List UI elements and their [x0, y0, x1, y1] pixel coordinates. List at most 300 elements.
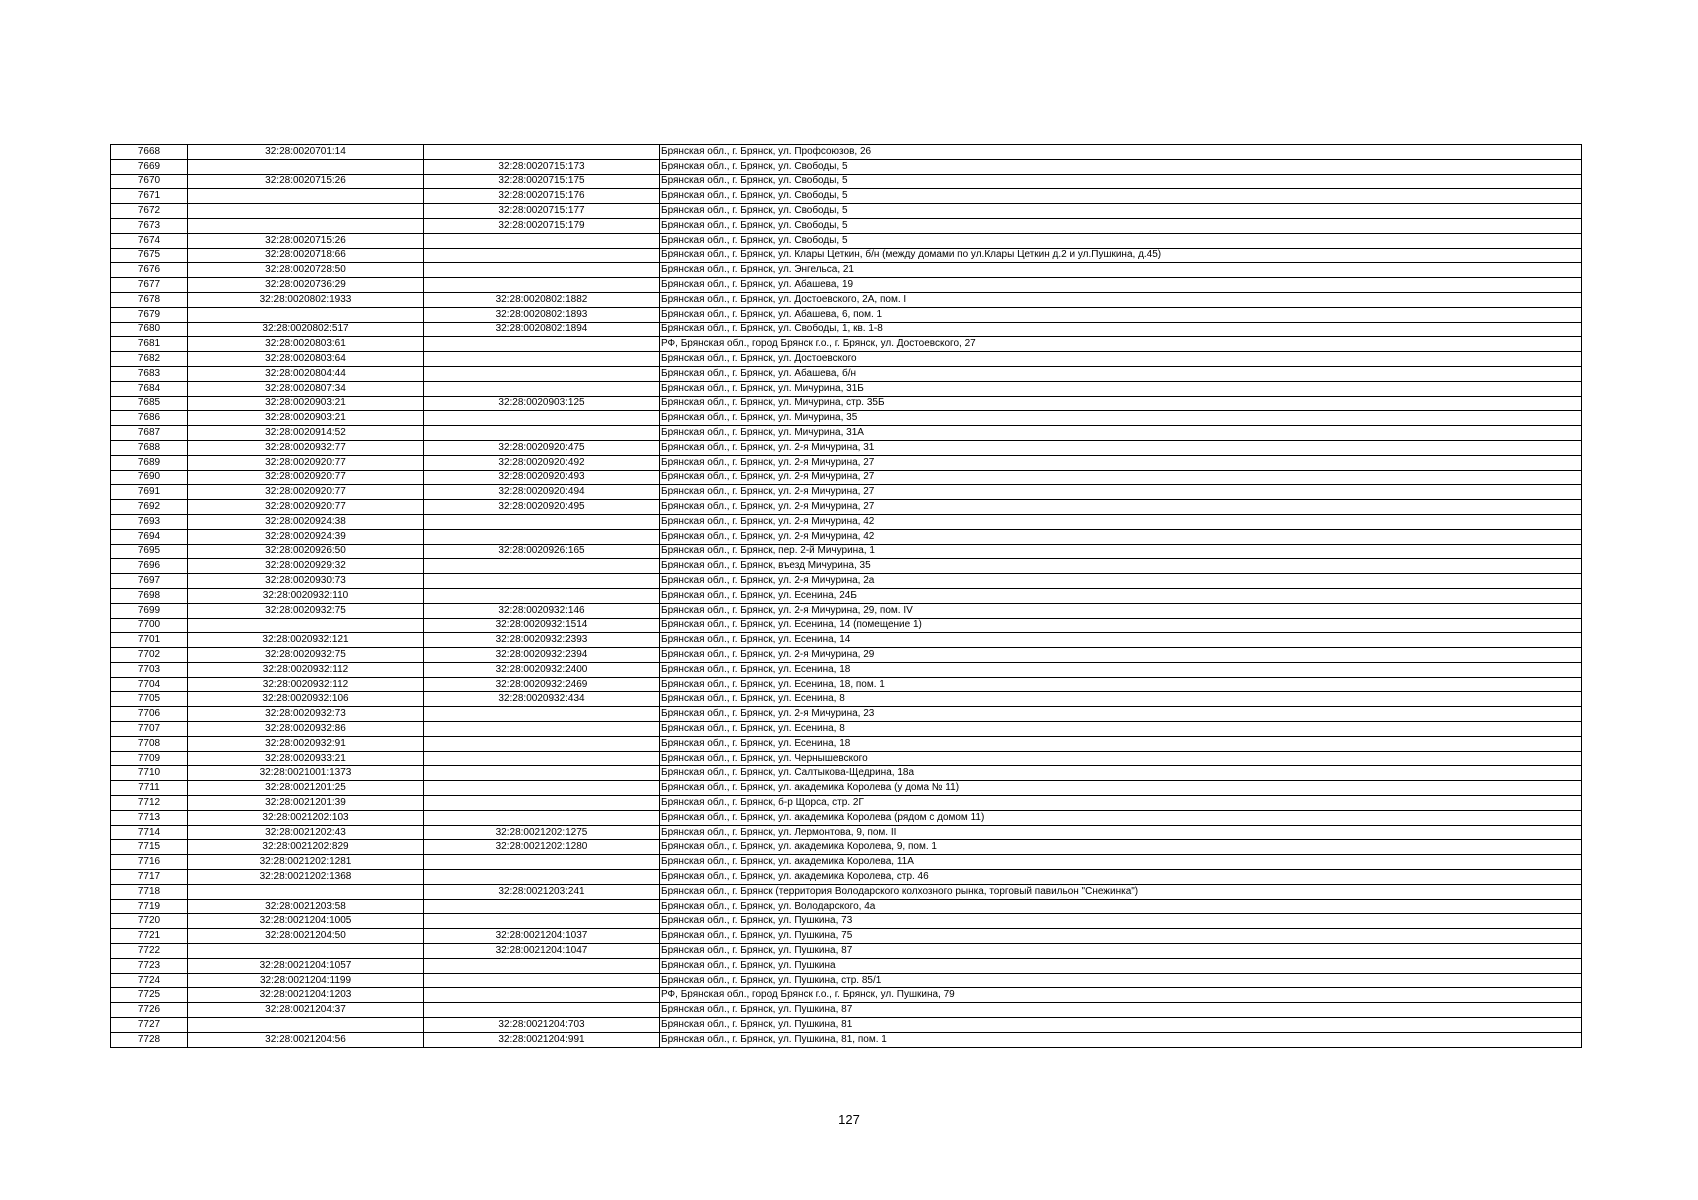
row-number-cell: 7701 — [111, 633, 188, 648]
object-cadastral-number-cell — [424, 588, 660, 603]
object-cadastral-number-cell: 32:28:0020932:2393 — [424, 633, 660, 648]
row-number-cell: 7689 — [111, 455, 188, 470]
object-cadastral-number-cell — [424, 352, 660, 367]
table-row — [111, 722, 1582, 737]
row-number-cell: 7688 — [111, 440, 188, 455]
land-cadastral-number-cell: 32:28:0020932:112 — [188, 677, 424, 692]
object-cadastral-number-cell — [424, 1003, 660, 1018]
land-cadastral-number-cell — [188, 159, 424, 174]
address-cell: Брянская обл., г. Брянск, ул. 2-я Мичурина, 42 — [660, 529, 1582, 544]
address-cell: Брянская обл., г. Брянск, ул. академика Королева, 9, пом. 1 — [660, 840, 1582, 855]
land-cadastral-number-cell: 32:28:0020932:121 — [188, 633, 424, 648]
land-cadastral-number-cell: 32:28:0020929:32 — [188, 559, 424, 574]
object-cadastral-number-cell: 32:28:0021202:1280 — [424, 840, 660, 855]
land-cadastral-number-cell: 32:28:0020914:52 — [188, 426, 424, 441]
row-number-cell: 7687 — [111, 426, 188, 441]
land-cadastral-number-cell — [188, 189, 424, 204]
row-number-cell: 7697 — [111, 574, 188, 589]
land-cadastral-number-cell: 32:28:0020920:77 — [188, 500, 424, 515]
row-number-cell: 7728 — [111, 1032, 188, 1047]
table-row — [111, 988, 1582, 1003]
object-cadastral-number-cell — [424, 958, 660, 973]
address-cell: Брянская обл., г. Брянск, ул. Есенина, 8 — [660, 692, 1582, 707]
object-cadastral-number-cell: 32:28:0020802:1894 — [424, 322, 660, 337]
object-cadastral-number-cell — [424, 810, 660, 825]
object-cadastral-number-cell: 32:28:0020932:146 — [424, 603, 660, 618]
row-number-cell: 7726 — [111, 1003, 188, 1018]
table-row — [111, 618, 1582, 633]
table-row — [111, 899, 1582, 914]
registry-table-body — [111, 145, 1582, 1048]
object-cadastral-number-cell — [424, 766, 660, 781]
row-number-cell: 7707 — [111, 722, 188, 737]
object-cadastral-number-cell: 32:28:0020932:434 — [424, 692, 660, 707]
land-cadastral-number-cell: 32:28:0020920:77 — [188, 485, 424, 500]
row-number-cell: 7684 — [111, 381, 188, 396]
address-cell: Брянская обл., г. Брянск, ул. Свободы, 5 — [660, 174, 1582, 189]
row-number-cell: 7686 — [111, 411, 188, 426]
land-cadastral-number-cell: 32:28:0020926:50 — [188, 544, 424, 559]
address-cell: Брянская обл., г. Брянск, ул. академика Королева, стр. 46 — [660, 870, 1582, 885]
land-cadastral-number-cell: 32:28:0020728:50 — [188, 263, 424, 278]
table-row — [111, 855, 1582, 870]
row-number-cell: 7675 — [111, 248, 188, 263]
object-cadastral-number-cell — [424, 899, 660, 914]
table-row — [111, 485, 1582, 500]
land-cadastral-number-cell: 32:28:0021203:58 — [188, 899, 424, 914]
table-row — [111, 352, 1582, 367]
row-number-cell: 7676 — [111, 263, 188, 278]
table-row — [111, 825, 1582, 840]
address-cell: Брянская обл., г. Брянск, пер. 2-й Мичурина, 1 — [660, 544, 1582, 559]
object-cadastral-number-cell — [424, 973, 660, 988]
address-cell: Брянская обл., г. Брянск, ул. 2-я Мичурина, 29, пом. IV — [660, 603, 1582, 618]
address-cell: Брянская обл., г. Брянск, ул. Абашева, б/н — [660, 366, 1582, 381]
land-cadastral-number-cell — [188, 1018, 424, 1033]
address-cell: Брянская обл., г. Брянск, ул. Пушкина, 87 — [660, 944, 1582, 959]
table-row — [111, 204, 1582, 219]
address-cell: Брянская обл., г. Брянск, ул. 2-я Мичурина, 2а — [660, 574, 1582, 589]
row-number-cell: 7715 — [111, 840, 188, 855]
address-cell: Брянская обл., г. Брянск, ул. академика Королева, 11А — [660, 855, 1582, 870]
address-cell: Брянская обл., г. Брянск, въезд Мичурина, 35 — [660, 559, 1582, 574]
object-cadastral-number-cell — [424, 278, 660, 293]
object-cadastral-number-cell — [424, 426, 660, 441]
land-cadastral-number-cell: 32:28:0021202:829 — [188, 840, 424, 855]
table-row — [111, 796, 1582, 811]
row-number-cell: 7718 — [111, 884, 188, 899]
land-cadastral-number-cell: 32:28:0020920:77 — [188, 455, 424, 470]
object-cadastral-number-cell: 32:28:0020926:165 — [424, 544, 660, 559]
table-row — [111, 218, 1582, 233]
object-cadastral-number-cell — [424, 914, 660, 929]
table-row — [111, 766, 1582, 781]
table-row — [111, 840, 1582, 855]
land-cadastral-number-cell: 32:28:0020932:75 — [188, 603, 424, 618]
table-row — [111, 707, 1582, 722]
address-cell: РФ, Брянская обл., город Брянск г.о., г. Брянск, ул. Пушкина, 79 — [660, 988, 1582, 1003]
table-row — [111, 662, 1582, 677]
object-cadastral-number-cell — [424, 736, 660, 751]
table-row — [111, 159, 1582, 174]
object-cadastral-number-cell: 32:28:0020932:1514 — [424, 618, 660, 633]
row-number-cell: 7723 — [111, 958, 188, 973]
land-cadastral-number-cell — [188, 884, 424, 899]
row-number-cell: 7708 — [111, 736, 188, 751]
land-cadastral-number-cell: 32:28:0020932:86 — [188, 722, 424, 737]
address-cell: Брянская обл., г. Брянск (территория Володарского колхозного рынка, торговый павильон "Снежинка") — [660, 884, 1582, 899]
object-cadastral-number-cell — [424, 263, 660, 278]
table-row — [111, 248, 1582, 263]
row-number-cell: 7713 — [111, 810, 188, 825]
table-row — [111, 929, 1582, 944]
land-cadastral-number-cell: 32:28:0020924:38 — [188, 514, 424, 529]
address-cell: Брянская обл., г. Брянск, ул. Пушкина, 81, пом. 1 — [660, 1032, 1582, 1047]
land-cadastral-number-cell — [188, 204, 424, 219]
object-cadastral-number-cell — [424, 337, 660, 352]
row-number-cell: 7712 — [111, 796, 188, 811]
land-cadastral-number-cell: 32:28:0020930:73 — [188, 574, 424, 589]
table-row — [111, 588, 1582, 603]
address-cell: Брянская обл., г. Брянск, ул. Есенина, 14 (помещение 1) — [660, 618, 1582, 633]
object-cadastral-number-cell — [424, 411, 660, 426]
row-number-cell: 7725 — [111, 988, 188, 1003]
land-cadastral-number-cell: 32:28:0021204:1203 — [188, 988, 424, 1003]
row-number-cell: 7700 — [111, 618, 188, 633]
table-row — [111, 736, 1582, 751]
address-cell: Брянская обл., г. Брянск, ул. Свободы, 1, кв. 1-8 — [660, 322, 1582, 337]
address-cell: Брянская обл., г. Брянск, ул. Свободы, 5 — [660, 233, 1582, 248]
object-cadastral-number-cell: 32:28:0021204:991 — [424, 1032, 660, 1047]
land-cadastral-number-cell: 32:28:0021204:56 — [188, 1032, 424, 1047]
address-cell: Брянская обл., г. Брянск, ул. 2-я Мичурина, 27 — [660, 500, 1582, 515]
address-cell: Брянская обл., г. Брянск, ул. Есенина, 14 — [660, 633, 1582, 648]
object-cadastral-number-cell: 32:28:0020920:492 — [424, 455, 660, 470]
row-number-cell: 7668 — [111, 145, 188, 160]
address-cell: Брянская обл., г. Брянск, ул. Свободы, 5 — [660, 159, 1582, 174]
object-cadastral-number-cell — [424, 514, 660, 529]
table-row — [111, 500, 1582, 515]
row-number-cell: 7720 — [111, 914, 188, 929]
land-cadastral-number-cell: 32:28:0021202:1368 — [188, 870, 424, 885]
object-cadastral-number-cell: 32:28:0020715:176 — [424, 189, 660, 204]
object-cadastral-number-cell: 32:28:0020932:2394 — [424, 648, 660, 663]
object-cadastral-number-cell — [424, 233, 660, 248]
table-row — [111, 263, 1582, 278]
table-row — [111, 145, 1582, 160]
address-cell: Брянская обл., г. Брянск, ул. академика Королева (у дома № 11) — [660, 781, 1582, 796]
object-cadastral-number-cell — [424, 366, 660, 381]
object-cadastral-number-cell — [424, 722, 660, 737]
address-cell: Брянская обл., г. Брянск, б-р Щорса, стр. 2Г — [660, 796, 1582, 811]
object-cadastral-number-cell — [424, 145, 660, 160]
table-row — [111, 381, 1582, 396]
table-row — [111, 440, 1582, 455]
table-row — [111, 870, 1582, 885]
row-number-cell: 7710 — [111, 766, 188, 781]
row-number-cell: 7678 — [111, 292, 188, 307]
land-cadastral-number-cell: 32:28:0020802:517 — [188, 322, 424, 337]
land-cadastral-number-cell: 32:28:0020803:64 — [188, 352, 424, 367]
land-cadastral-number-cell: 32:28:0020933:21 — [188, 751, 424, 766]
address-cell: Брянская обл., г. Брянск, ул. Свободы, 5 — [660, 218, 1582, 233]
object-cadastral-number-cell: 32:28:0020903:125 — [424, 396, 660, 411]
row-number-cell: 7679 — [111, 307, 188, 322]
row-number-cell: 7709 — [111, 751, 188, 766]
object-cadastral-number-cell: 32:28:0020715:175 — [424, 174, 660, 189]
address-cell: Брянская обл., г. Брянск, ул. Абашева, 6, пом. 1 — [660, 307, 1582, 322]
object-cadastral-number-cell: 32:28:0020715:173 — [424, 159, 660, 174]
land-cadastral-number-cell: 32:28:0020701:14 — [188, 145, 424, 160]
row-number-cell: 7683 — [111, 366, 188, 381]
table-row — [111, 1003, 1582, 1018]
row-number-cell: 7696 — [111, 559, 188, 574]
table-row — [111, 233, 1582, 248]
row-number-cell: 7721 — [111, 929, 188, 944]
address-cell: Брянская обл., г. Брянск, ул. Пушкина, 81 — [660, 1018, 1582, 1033]
land-cadastral-number-cell: 32:28:0020718:66 — [188, 248, 424, 263]
table-row — [111, 337, 1582, 352]
table-row — [111, 189, 1582, 204]
table-row — [111, 559, 1582, 574]
row-number-cell: 7705 — [111, 692, 188, 707]
address-cell: Брянская обл., г. Брянск, ул. Свободы, 5 — [660, 204, 1582, 219]
object-cadastral-number-cell — [424, 707, 660, 722]
address-cell: Брянская обл., г. Брянск, ул. Пушкина, 75 — [660, 929, 1582, 944]
address-cell: Брянская обл., г. Брянск, ул. Мичурина, 31А — [660, 426, 1582, 441]
land-cadastral-number-cell — [188, 218, 424, 233]
table-row — [111, 603, 1582, 618]
land-cadastral-number-cell: 32:28:0021201:39 — [188, 796, 424, 811]
row-number-cell: 7669 — [111, 159, 188, 174]
table-row — [111, 958, 1582, 973]
row-number-cell: 7722 — [111, 944, 188, 959]
address-cell: Брянская обл., г. Брянск, ул. Володарского, 4а — [660, 899, 1582, 914]
land-cadastral-number-cell: 32:28:0020807:34 — [188, 381, 424, 396]
land-cadastral-number-cell: 32:28:0020932:75 — [188, 648, 424, 663]
object-cadastral-number-cell — [424, 870, 660, 885]
table-row — [111, 174, 1582, 189]
address-cell: Брянская обл., г. Брянск, ул. Салтыкова-Щедрина, 18а — [660, 766, 1582, 781]
table-row — [111, 810, 1582, 825]
table-row — [111, 914, 1582, 929]
land-cadastral-number-cell: 32:28:0021202:1281 — [188, 855, 424, 870]
object-cadastral-number-cell: 32:28:0020802:1882 — [424, 292, 660, 307]
object-cadastral-number-cell: 32:28:0020802:1893 — [424, 307, 660, 322]
address-cell: Брянская обл., г. Брянск, ул. Мичурина, 31Б — [660, 381, 1582, 396]
row-number-cell: 7704 — [111, 677, 188, 692]
land-cadastral-number-cell — [188, 618, 424, 633]
row-number-cell: 7717 — [111, 870, 188, 885]
row-number-cell: 7693 — [111, 514, 188, 529]
property-registry-table — [110, 144, 1582, 1048]
table-row — [111, 973, 1582, 988]
object-cadastral-number-cell: 32:28:0021204:1047 — [424, 944, 660, 959]
object-cadastral-number-cell: 32:28:0021204:703 — [424, 1018, 660, 1033]
table-row — [111, 411, 1582, 426]
row-number-cell: 7690 — [111, 470, 188, 485]
land-cadastral-number-cell: 32:28:0020932:77 — [188, 440, 424, 455]
address-cell: Брянская обл., г. Брянск, ул. 2-я Мичурина, 27 — [660, 485, 1582, 500]
row-number-cell: 7685 — [111, 396, 188, 411]
object-cadastral-number-cell — [424, 751, 660, 766]
land-cadastral-number-cell: 32:28:0020802:1933 — [188, 292, 424, 307]
row-number-cell: 7670 — [111, 174, 188, 189]
object-cadastral-number-cell: 32:28:0020920:493 — [424, 470, 660, 485]
address-cell: Брянская обл., г. Брянск, ул. Энгельса, 21 — [660, 263, 1582, 278]
address-cell: Брянская обл., г. Брянск, ул. Есенина, 18 — [660, 662, 1582, 677]
row-number-cell: 7672 — [111, 204, 188, 219]
address-cell: Брянская обл., г. Брянск, ул. Мичурина, стр. 35Б — [660, 396, 1582, 411]
land-cadastral-number-cell — [188, 307, 424, 322]
table-row — [111, 648, 1582, 663]
object-cadastral-number-cell — [424, 381, 660, 396]
object-cadastral-number-cell — [424, 529, 660, 544]
table-row — [111, 366, 1582, 381]
land-cadastral-number-cell: 32:28:0020932:106 — [188, 692, 424, 707]
table-row — [111, 944, 1582, 959]
address-cell: Брянская обл., г. Брянск, ул. Лермонтова, 9, пом. II — [660, 825, 1582, 840]
object-cadastral-number-cell: 32:28:0020920:494 — [424, 485, 660, 500]
row-number-cell: 7711 — [111, 781, 188, 796]
land-cadastral-number-cell: 32:28:0020804:44 — [188, 366, 424, 381]
object-cadastral-number-cell: 32:28:0020932:2469 — [424, 677, 660, 692]
land-cadastral-number-cell: 32:28:0020932:91 — [188, 736, 424, 751]
object-cadastral-number-cell: 32:28:0020715:177 — [424, 204, 660, 219]
land-cadastral-number-cell: 32:28:0020932:73 — [188, 707, 424, 722]
page-number: 127 — [838, 1112, 860, 1127]
address-cell: Брянская обл., г. Брянск, ул. Есенина, 18 — [660, 736, 1582, 751]
address-cell: Брянская обл., г. Брянск, ул. 2-я Мичурина, 27 — [660, 470, 1582, 485]
address-cell: Брянская обл., г. Брянск, ул. Профсоюзов, 26 — [660, 145, 1582, 160]
row-number-cell: 7691 — [111, 485, 188, 500]
land-cadastral-number-cell: 32:28:0020932:110 — [188, 588, 424, 603]
row-number-cell: 7706 — [111, 707, 188, 722]
table-row — [111, 455, 1582, 470]
table-row — [111, 1032, 1582, 1047]
land-cadastral-number-cell: 32:28:0021204:1199 — [188, 973, 424, 988]
land-cadastral-number-cell: 32:28:0020715:26 — [188, 174, 424, 189]
address-cell: Брянская обл., г. Брянск, ул. 2-я Мичурина, 42 — [660, 514, 1582, 529]
row-number-cell: 7681 — [111, 337, 188, 352]
address-cell: Брянская обл., г. Брянск, ул. академика Королева (рядом с домом 11) — [660, 810, 1582, 825]
land-cadastral-number-cell: 32:28:0020903:21 — [188, 411, 424, 426]
address-cell: Брянская обл., г. Брянск, ул. Есенина, 8 — [660, 722, 1582, 737]
row-number-cell: 7682 — [111, 352, 188, 367]
row-number-cell: 7671 — [111, 189, 188, 204]
row-number-cell: 7702 — [111, 648, 188, 663]
land-cadastral-number-cell: 32:28:0021204:37 — [188, 1003, 424, 1018]
table-row — [111, 292, 1582, 307]
land-cadastral-number-cell: 32:28:0021001:1373 — [188, 766, 424, 781]
address-cell: Брянская обл., г. Брянск, ул. 2-я Мичурина, 27 — [660, 455, 1582, 470]
land-cadastral-number-cell: 32:28:0021204:1005 — [188, 914, 424, 929]
table-row — [111, 884, 1582, 899]
table-row — [111, 677, 1582, 692]
object-cadastral-number-cell: 32:28:0021203:241 — [424, 884, 660, 899]
row-number-cell: 7695 — [111, 544, 188, 559]
table-row — [111, 278, 1582, 293]
object-cadastral-number-cell — [424, 248, 660, 263]
table-row — [111, 426, 1582, 441]
address-cell: РФ, Брянская обл., город Брянск г.о., г. Брянск, ул. Достоевского, 27 — [660, 337, 1582, 352]
object-cadastral-number-cell: 32:28:0020920:475 — [424, 440, 660, 455]
table-row — [111, 322, 1582, 337]
table-row — [111, 751, 1582, 766]
address-cell: Брянская обл., г. Брянск, ул. Мичурина, 35 — [660, 411, 1582, 426]
address-cell: Брянская обл., г. Брянск, ул. Достоевского — [660, 352, 1582, 367]
row-number-cell: 7677 — [111, 278, 188, 293]
table-row — [111, 1018, 1582, 1033]
land-cadastral-number-cell: 32:28:0021204:1057 — [188, 958, 424, 973]
land-cadastral-number-cell: 32:28:0020715:26 — [188, 233, 424, 248]
address-cell: Брянская обл., г. Брянск, ул. Достоевского, 2А, пом. I — [660, 292, 1582, 307]
address-cell: Брянская обл., г. Брянск, ул. 2-я Мичурина, 31 — [660, 440, 1582, 455]
land-cadastral-number-cell: 32:28:0020736:29 — [188, 278, 424, 293]
row-number-cell: 7673 — [111, 218, 188, 233]
row-number-cell: 7727 — [111, 1018, 188, 1033]
row-number-cell: 7724 — [111, 973, 188, 988]
land-cadastral-number-cell: 32:28:0020932:112 — [188, 662, 424, 677]
table-row — [111, 544, 1582, 559]
row-number-cell: 7719 — [111, 899, 188, 914]
land-cadastral-number-cell: 32:28:0020803:61 — [188, 337, 424, 352]
row-number-cell: 7716 — [111, 855, 188, 870]
object-cadastral-number-cell — [424, 574, 660, 589]
object-cadastral-number-cell: 32:28:0020920:495 — [424, 500, 660, 515]
table-row — [111, 396, 1582, 411]
table-row — [111, 470, 1582, 485]
object-cadastral-number-cell — [424, 796, 660, 811]
table-row — [111, 633, 1582, 648]
address-cell: Брянская обл., г. Брянск, ул. Пушкина, стр. 85/1 — [660, 973, 1582, 988]
land-cadastral-number-cell: 32:28:0021202:103 — [188, 810, 424, 825]
address-cell: Брянская обл., г. Брянск, ул. Абашева, 19 — [660, 278, 1582, 293]
row-number-cell: 7714 — [111, 825, 188, 840]
row-number-cell: 7692 — [111, 500, 188, 515]
row-number-cell: 7680 — [111, 322, 188, 337]
row-number-cell: 7674 — [111, 233, 188, 248]
table-row — [111, 529, 1582, 544]
address-cell: Брянская обл., г. Брянск, ул. Свободы, 5 — [660, 189, 1582, 204]
object-cadastral-number-cell — [424, 559, 660, 574]
object-cadastral-number-cell: 32:28:0020932:2400 — [424, 662, 660, 677]
address-cell: Брянская обл., г. Брянск, ул. Есенина, 18, пом. 1 — [660, 677, 1582, 692]
object-cadastral-number-cell: 32:28:0021204:1037 — [424, 929, 660, 944]
address-cell: Брянская обл., г. Брянск, ул. 2-я Мичурина, 23 — [660, 707, 1582, 722]
land-cadastral-number-cell: 32:28:0020920:77 — [188, 470, 424, 485]
address-cell: Брянская обл., г. Брянск, ул. Клары Цеткин, б/н (между домами по ул.Клары Цеткин д.2 и ул.Пушкина, д.45) — [660, 248, 1582, 263]
row-number-cell: 7698 — [111, 588, 188, 603]
address-cell: Брянская обл., г. Брянск, ул. 2-я Мичурина, 29 — [660, 648, 1582, 663]
table-row — [111, 692, 1582, 707]
land-cadastral-number-cell: 32:28:0021204:50 — [188, 929, 424, 944]
object-cadastral-number-cell — [424, 781, 660, 796]
address-cell: Брянская обл., г. Брянск, ул. Пушкина — [660, 958, 1582, 973]
address-cell: Брянская обл., г. Брянск, ул. Чернышевского — [660, 751, 1582, 766]
table-row — [111, 574, 1582, 589]
land-cadastral-number-cell: 32:28:0021201:25 — [188, 781, 424, 796]
table-row — [111, 781, 1582, 796]
land-cadastral-number-cell: 32:28:0021202:43 — [188, 825, 424, 840]
address-cell: Брянская обл., г. Брянск, ул. Есенина, 24Б — [660, 588, 1582, 603]
land-cadastral-number-cell: 32:28:0020924:39 — [188, 529, 424, 544]
row-number-cell: 7703 — [111, 662, 188, 677]
row-number-cell: 7699 — [111, 603, 188, 618]
table-row — [111, 514, 1582, 529]
table-row — [111, 307, 1582, 322]
row-number-cell: 7694 — [111, 529, 188, 544]
